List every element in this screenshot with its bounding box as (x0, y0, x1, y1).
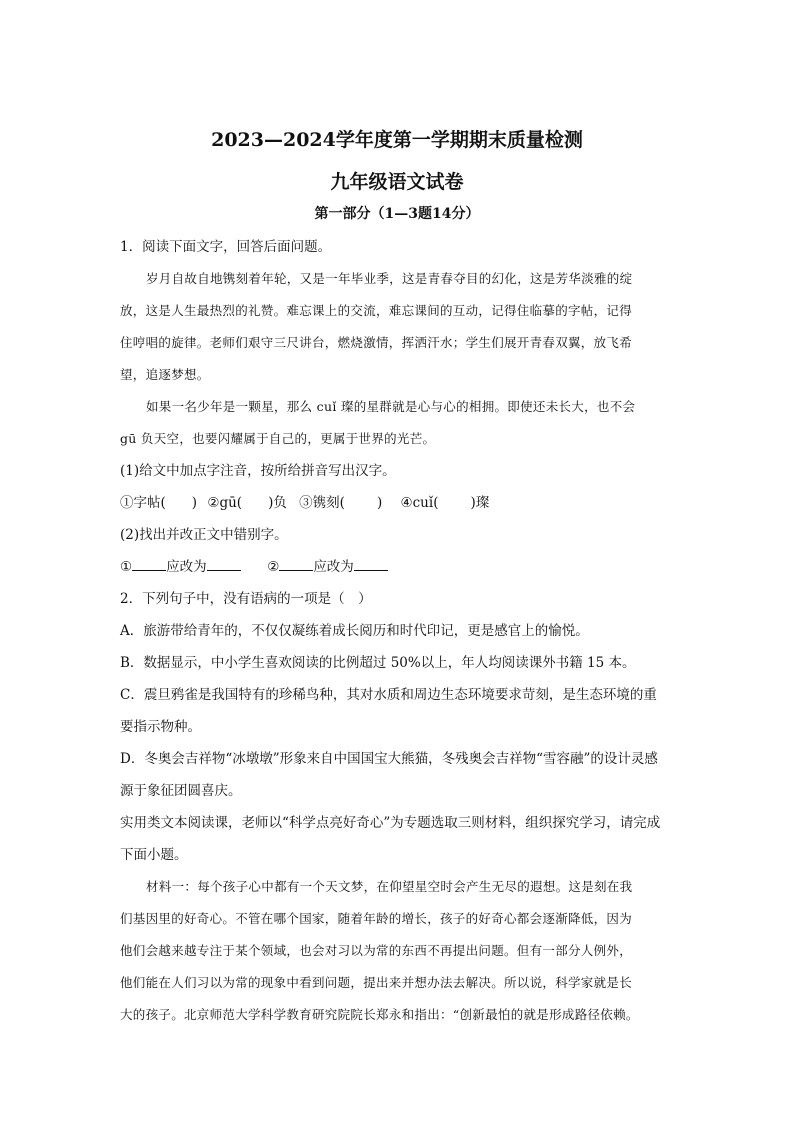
q1-sub2: (2)找出并改正文中错别字。 (120, 527, 288, 543)
exam-subtitle: 九年级语文试卷 (330, 171, 464, 193)
q3-intro-line: 下面小题。 (120, 847, 188, 863)
material-line: 他们能在人们习以为常的现象中看到问题，提出来并想办法去解决。所以说，科学家就是长 (120, 975, 633, 990)
material-line: 他们会越来越专注于某个领域，也会对习以为常的东西不再提出问题。但有一部分人例外， (120, 943, 633, 958)
exam-title: 2023—2024学年度第一学期期末质量检测 (211, 129, 583, 151)
q2-option-d: D．冬奥会吉祥物“冰墩墩”形象来自中国国宝大熊猫，冬残奥会吉祥物“雪容融”的设计灵感 (120, 751, 658, 767)
item-juanke: ③镌刻( (299, 495, 345, 511)
q1-sub1: (1)给文中加点字注音，按所给拼音写出汉字。 (120, 463, 396, 479)
material-line: 大的孩子。北京师范大学科学教育研究院院长郑永和指出：“创新最怕的就是形成路径依赖。 (120, 1007, 639, 1022)
item-gu: ②gū( (207, 495, 243, 511)
q1-passage-line: gū 负天空，也要闪耀属于自己的，更属于世界的光芒。 (120, 431, 436, 446)
answer-blank[interactable] (279, 558, 313, 571)
answer-blank[interactable] (354, 558, 388, 571)
q1-stem: 1．阅读下面文字，回答后面问题。 (120, 239, 332, 255)
item-zitie: ①字帖( (120, 495, 166, 511)
q2-option-d-cont: 源于象征团圆喜庆。 (120, 783, 242, 799)
q2-option-c-cont: 要指示物种。 (120, 719, 201, 735)
material-line: 材料一：每个孩子心中都有一个天文梦，在仰望星空时会产生无尽的遐想。这是刻在我 (146, 879, 633, 894)
q1-passage-line: 岁月自故自地镌刻着年轮，又是一年毕业季，这是青春夺目的幻化，这是芳华淡雅的绽 (146, 271, 633, 286)
q1-passage-line: 住哼唱的旋律。老师们艰守三尺讲台，燃烧激情，挥洒汗水；学生们展开青春双翼，放飞希 (120, 335, 633, 350)
material-line: 们基因里的好奇心。不管在哪个国家，随着年龄的增长，孩子的好奇心都会逐渐降低，因为 (120, 911, 633, 926)
q2-stem: 2．下列句子中，没有语病的一项是（ ） (120, 591, 372, 607)
section-heading: 第一部分（1—3题14分） (314, 206, 480, 222)
q1-sub1-items: ①字帖( ) ②gū( )负 ③镌刻( ) ④cuǐ( )璨 (120, 495, 490, 511)
item-cui: ④cuǐ( (400, 495, 439, 511)
q1-passage-line: 望，追逐梦想。 (120, 367, 210, 382)
q1-passage-line: 放，这是人生最热烈的礼赞。难忘课上的交流，难忘课间的互动，记得住临摹的字帖，记得 (120, 303, 633, 318)
q2-option-b: B．数据显示，中小学生喜欢阅读的比例超过 50%以上，年人均阅读课外书籍 15 本。 (120, 655, 636, 671)
answer-blank[interactable] (207, 558, 241, 571)
q2-option-c: C．震旦鸦雀是我国特有的珍稀鸟种，其对水质和周边生态环境要求苛刻，是生态环境的重 (120, 687, 657, 703)
q3-intro-line: 实用类文本阅读课，老师以“科学点亮好奇心”为专题选取三则材料，组织探究学习，请完成 (120, 815, 661, 831)
q1-sub2-items: ① 应改为 ② 应改为 (120, 558, 388, 576)
q2-option-a: A．旅游带给青年的，不仅仅凝练着成长阅历和时代印记，更是感官上的愉悦。 (120, 623, 589, 639)
answer-blank[interactable] (132, 558, 166, 571)
q1-passage-line: 如果一名少年是一颗星，那么 cuǐ 璨的星群就是心与心的相拥。即使还未长大，也不会 (146, 399, 636, 414)
